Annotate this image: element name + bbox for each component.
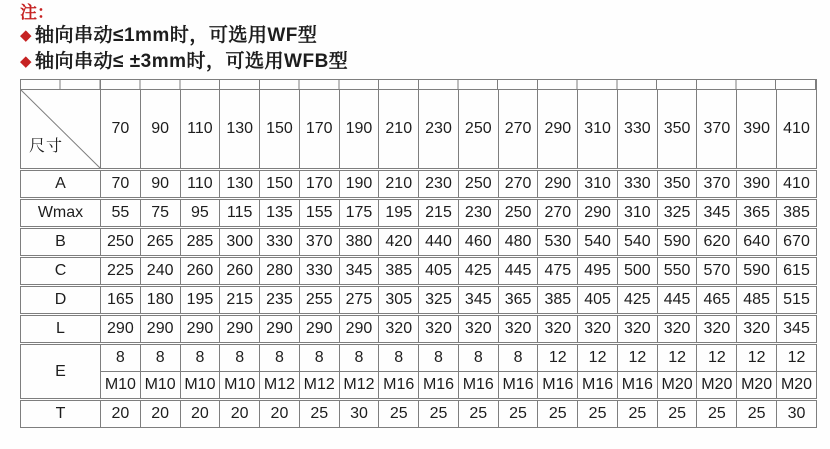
table-cell: 330 [260,228,300,257]
table-row [21,170,817,199]
table-cell: 12 [697,344,737,372]
column-header: 150 [260,90,300,170]
table-cell: 320 [498,315,538,344]
table-cell: 285 [180,228,220,257]
table-cell: 75 [140,199,180,228]
table-cell: M10 [101,372,141,400]
table-cell: 275 [339,286,379,315]
table-row [21,372,817,400]
table-cell: 8 [498,344,538,372]
row-label: C [21,257,101,286]
table-cell: 230 [458,199,498,228]
table-cell: 345 [777,315,817,344]
column-header: 170 [299,90,339,170]
table-cell: 250 [458,170,498,199]
row-label: A [21,170,101,199]
table-cell: 240 [140,257,180,286]
table-cell: 320 [419,315,459,344]
notes-block [20,3,348,75]
table-cell: 115 [220,199,260,228]
table-cell: 25 [538,400,578,428]
table-cell: 290 [578,199,618,228]
table-cell: 235 [260,286,300,315]
table-cell: 8 [379,344,419,372]
table-cell: 385 [538,286,578,315]
note-text: 轴向串动≤1mm时，可选用WF型 [35,25,318,46]
table-cell: 385 [379,257,419,286]
table-cell: 250 [498,199,538,228]
table-cell: 370 [299,228,339,257]
table-cell: 310 [617,199,657,228]
table-cell: M20 [697,372,737,400]
table-cell: 330 [299,257,339,286]
table-row [21,228,817,257]
note-item [20,49,348,75]
table-cell: 8 [458,344,498,372]
table-cell: 620 [697,228,737,257]
table-cell: 615 [777,257,817,286]
table-cell: 12 [617,344,657,372]
table-cell: 405 [419,257,459,286]
table-cell: 8 [339,344,379,372]
table-cell: 25 [697,400,737,428]
table-cell: 425 [617,286,657,315]
table-cell: 280 [260,257,300,286]
table-cell: 20 [260,400,300,428]
table-cell: 515 [777,286,817,315]
corner-label: 尺寸 [29,138,64,155]
table-cell: 12 [657,344,697,372]
table-cell: 215 [419,199,459,228]
table-cell: 30 [777,400,817,428]
table-cell: 260 [220,257,260,286]
table-cell: 25 [379,400,419,428]
table-row [21,199,817,228]
column-header: 70 [101,90,141,170]
table-cell: M12 [299,372,339,400]
table-cell: 445 [498,257,538,286]
table-cell: 255 [299,286,339,315]
table-cell: 325 [419,286,459,315]
header-row [21,90,817,170]
table-cell: 320 [538,315,578,344]
table-cell: 320 [458,315,498,344]
column-header: 190 [339,90,379,170]
table-cell: 475 [538,257,578,286]
table-cell: 540 [617,228,657,257]
table-cell: 385 [777,199,817,228]
table-cell: 320 [657,315,697,344]
table-cell: 30 [339,400,379,428]
table-cell: 345 [339,257,379,286]
table-cell: M16 [538,372,578,400]
table-cell: 325 [657,199,697,228]
table-cell: 460 [458,228,498,257]
table-cell: 190 [339,170,379,199]
table-cell: M16 [617,372,657,400]
table-cell: 370 [697,170,737,199]
notes-title: 注： [20,3,54,22]
table-cell: M10 [140,372,180,400]
table-cell: 305 [379,286,419,315]
table-cell: 290 [538,170,578,199]
table-cell: M16 [458,372,498,400]
column-header: 330 [617,90,657,170]
column-header: 410 [777,90,817,170]
table-cell: 225 [101,257,141,286]
table-cell: 405 [578,286,618,315]
table-cell: M16 [498,372,538,400]
table-cell: 345 [458,286,498,315]
table-cell: 410 [777,170,817,199]
row-label: B [21,228,101,257]
table-cell: 265 [140,228,180,257]
table-cell: M12 [260,372,300,400]
table-cell: 290 [101,315,141,344]
column-header: 250 [458,90,498,170]
row-label: T [21,400,101,428]
diamond-bullet-icon: ◆ [20,27,33,44]
table-row [21,315,817,344]
row-label: L [21,315,101,344]
table-cell: 365 [737,199,777,228]
table-cell: 12 [777,344,817,372]
table-cell: 270 [498,170,538,199]
table-cell: 485 [737,286,777,315]
table-cell: 8 [419,344,459,372]
column-header: 310 [578,90,618,170]
table-cell: 290 [220,315,260,344]
table-cell: 155 [299,199,339,228]
table-cell: 310 [578,170,618,199]
table-cell: 25 [737,400,777,428]
table-cell: 8 [180,344,220,372]
table-cell: 550 [657,257,697,286]
table-cell: 480 [498,228,538,257]
table-cell: 365 [498,286,538,315]
table-cell: 320 [578,315,618,344]
table-cell: 20 [101,400,141,428]
column-header: 130 [220,90,260,170]
table-cell: 640 [737,228,777,257]
table-cell: 320 [697,315,737,344]
table-cell: 175 [339,199,379,228]
table-cell: 500 [617,257,657,286]
table-cell: 95 [180,199,220,228]
table-cell: 320 [737,315,777,344]
column-header: 370 [697,90,737,170]
table-cell: M16 [379,372,419,400]
table-cell: 420 [379,228,419,257]
table-cell: 425 [458,257,498,286]
diamond-bullet-icon: ◆ [20,53,33,70]
row-label: E [21,344,101,400]
table-cell: 215 [220,286,260,315]
table-cell: 380 [339,228,379,257]
table-cell: 195 [379,199,419,228]
table-cell: 320 [617,315,657,344]
table-cell: 350 [657,170,697,199]
table-cell: M10 [180,372,220,400]
table-cell: 12 [538,344,578,372]
table-cell: 290 [339,315,379,344]
table-cell: 90 [140,170,180,199]
table-cell: 8 [260,344,300,372]
table-cell: 25 [657,400,697,428]
table-row [21,400,817,428]
table-row [21,286,817,315]
column-header: 110 [180,90,220,170]
table-cell: 130 [220,170,260,199]
table-cell: 195 [180,286,220,315]
table-cell: 180 [140,286,180,315]
table-cell: 670 [777,228,817,257]
table-cell: 570 [697,257,737,286]
table-cell: 8 [220,344,260,372]
table-cell: 290 [299,315,339,344]
column-header: 290 [538,90,578,170]
table-cell: 25 [458,400,498,428]
table-cell: 170 [299,170,339,199]
table-cell: 290 [140,315,180,344]
table-cell: 210 [379,170,419,199]
table-cell: 150 [260,170,300,199]
table-cell: 590 [737,257,777,286]
table-cell: 250 [101,228,141,257]
table-cell: 25 [617,400,657,428]
table-cell: M10 [220,372,260,400]
table-cell: 25 [578,400,618,428]
column-header: 270 [498,90,538,170]
column-header: 350 [657,90,697,170]
spec-table [20,89,817,428]
table-cell: M16 [419,372,459,400]
note-item [20,23,348,49]
table-cell: 270 [538,199,578,228]
table-cell: 20 [180,400,220,428]
table-cell: 495 [578,257,618,286]
table-cell: 8 [299,344,339,372]
table-cell: M12 [339,372,379,400]
table-cell: 70 [101,170,141,199]
table-cell: M20 [777,372,817,400]
column-header: 390 [737,90,777,170]
diagonal-line [21,90,100,168]
table-cell: 465 [697,286,737,315]
table-cell: 530 [538,228,578,257]
table-cell: M20 [657,372,697,400]
table-cell: 8 [140,344,180,372]
table-cell: 135 [260,199,300,228]
row-label: Wmax [21,199,101,228]
table-cell: 20 [220,400,260,428]
table-cell: M20 [737,372,777,400]
table-cell: 25 [299,400,339,428]
table-cell: 320 [379,315,419,344]
table-row [21,257,817,286]
table-cell: 25 [419,400,459,428]
table-cell: 345 [697,199,737,228]
table-cell: 110 [180,170,220,199]
corner-cell [21,90,101,170]
table-cell: 540 [578,228,618,257]
column-header: 210 [379,90,419,170]
table-cell: 12 [578,344,618,372]
table-cell: 290 [180,315,220,344]
table-cell: 230 [419,170,459,199]
table-cell: 390 [737,170,777,199]
table-cell: 165 [101,286,141,315]
column-header: 90 [140,90,180,170]
table-cell: 8 [101,344,141,372]
table-cell: 25 [498,400,538,428]
table-cell: 20 [140,400,180,428]
column-header: 230 [419,90,459,170]
table-cell: 290 [260,315,300,344]
table-cell: 55 [101,199,141,228]
table-cell: M16 [578,372,618,400]
table-cell: 445 [657,286,697,315]
table-cell: 330 [617,170,657,199]
note-text: 轴向串动≤ ±3mm时，可选用WFB型 [35,51,349,72]
table-row [21,344,817,372]
table-cell: 300 [220,228,260,257]
table-cell: 440 [419,228,459,257]
table-cell: 260 [180,257,220,286]
table-cell: 12 [737,344,777,372]
table-cell: 590 [657,228,697,257]
row-label: D [21,286,101,315]
